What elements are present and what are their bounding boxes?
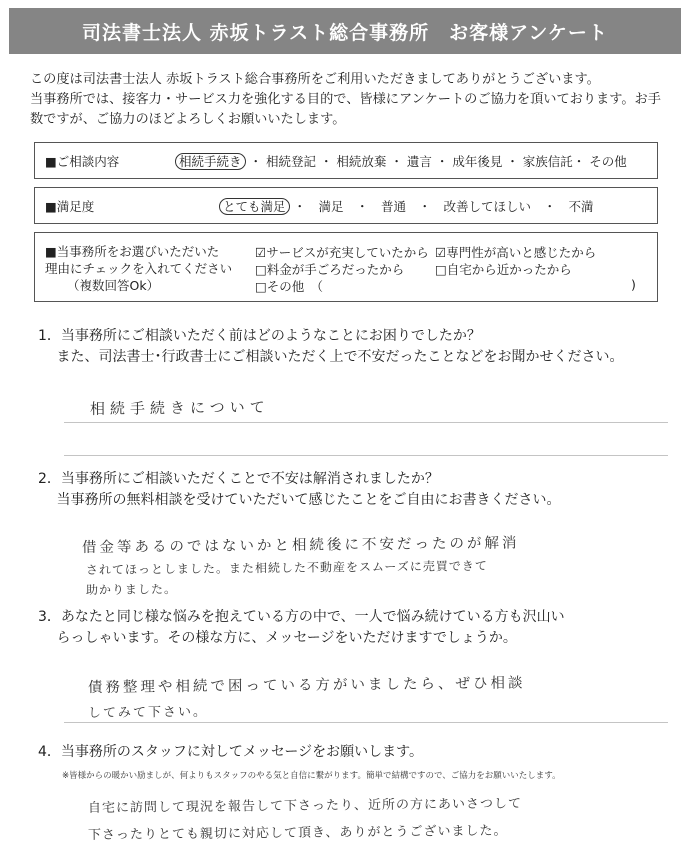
reason-label-line1: ■当事務所をお選びいただいた [45, 244, 220, 259]
satisfaction-box [34, 187, 658, 224]
answer-2-line2[interactable]: されてほっとしました。また相続した不動産をスムーズに売買できて [85, 558, 488, 577]
survey-title-banner [9, 8, 681, 54]
consultation-options [175, 152, 627, 170]
reason-option-service[interactable]: ☑サービスが充実していたから [255, 245, 429, 260]
intro-text: この度は司法書士法人 赤坂トラスト総合事務所をご利用いただきましてありがとうございます。 当事務所では、接客力・サービス力を強化する目的で、皆様にアンケートのご協力を頂いております。お手数ですが、ご協力のほどよろしくお願いいたします。 [30, 72, 661, 127]
survey-title: 司法書士法人 赤坂トラスト総合事務所 お客様アンケート [82, 21, 608, 44]
answer-line [64, 422, 668, 423]
consultation-other-options[interactable]: ・ 相続登記 ・ 相続放棄 ・ 遺言 ・ 成年後見 ・ 家族信託・ その他 [249, 154, 627, 169]
answer-line [64, 722, 668, 723]
satisfaction-selected-option[interactable]: とても満足 [219, 198, 290, 215]
answer-3-line1[interactable]: 債務整理や相続で困っている方がいましたら、ぜひ相談 [87, 675, 526, 696]
question-4: 4．当事務所のスタッフに対してメッセージをお願いします。 [38, 744, 423, 760]
consultation-type-label: ■ご相談内容 [45, 154, 120, 169]
consultation-type-box [34, 142, 658, 179]
reason-label-line3: （複数回答Ok） [67, 278, 160, 293]
reason-option-other-close: ) [631, 277, 636, 292]
satisfaction-label: ■満足度 [45, 199, 95, 214]
question-1: 1．当事務所にご相談いただく前はどのようなことにお困りでしたか？ また、司法書士･行政書士にご相談いただく上で不安だったことなどをお聞かせください。 [38, 328, 624, 365]
reason-option-price[interactable]: □料金が手ごろだったから [255, 262, 405, 277]
answer-4-line1[interactable]: 自宅に訪問して現況を報告して下さったり、近所の方にあいさつして [87, 796, 523, 816]
reason-option-nearby[interactable]: □自宅から近かったから [435, 262, 572, 277]
answer-1[interactable]: 相続手続きについて [89, 398, 270, 418]
consultation-selected-option[interactable]: 相続手続き [175, 153, 246, 170]
answer-3-line2[interactable]: してみて下さい。 [87, 704, 209, 721]
reason-label-line2: 理由にチェックを入れてください [45, 261, 233, 276]
satisfaction-other-options[interactable]: ・ 満足 ・ 普通 ・ 改善してほしい ・ 不満 [293, 199, 594, 214]
reason-option-other[interactable]: □その他 （ [255, 279, 324, 294]
answer-4-line2[interactable]: 下さったりとても親切に対応して頂き、ありがとうございました。 [87, 823, 508, 843]
question-3: 3．あなたと同じ様な悩みを抱えている方の中で、一人で悩み続けている方も沢山い らっしゃいます。その様な方に、メッセージをいただけますでしょうか。 [38, 609, 565, 646]
satisfaction-options [219, 197, 594, 215]
question-4-note: ※皆様からの暖かい励ましが、何よりもスタッフのやる気と自信に繋がります。簡単で結構ですので、ご協力をお願いいたします。 [62, 771, 561, 781]
answer-2-line1[interactable]: 借金等あるのではないかと相続後に不安だったのが解消 [81, 535, 520, 556]
answer-line [64, 455, 668, 456]
reason-box [34, 232, 658, 302]
question-2: 2．当事務所にご相談いただくことで不安は解消されましたか？ 当事務所の無料相談を受けていただいて感じたことをご自由にお書きください。 [38, 471, 561, 508]
reason-label [45, 243, 232, 294]
answer-2-line3[interactable]: 助かりました。 [85, 582, 178, 597]
reason-option-expertise[interactable]: ☑専門性が高いと感じたから [435, 245, 597, 260]
